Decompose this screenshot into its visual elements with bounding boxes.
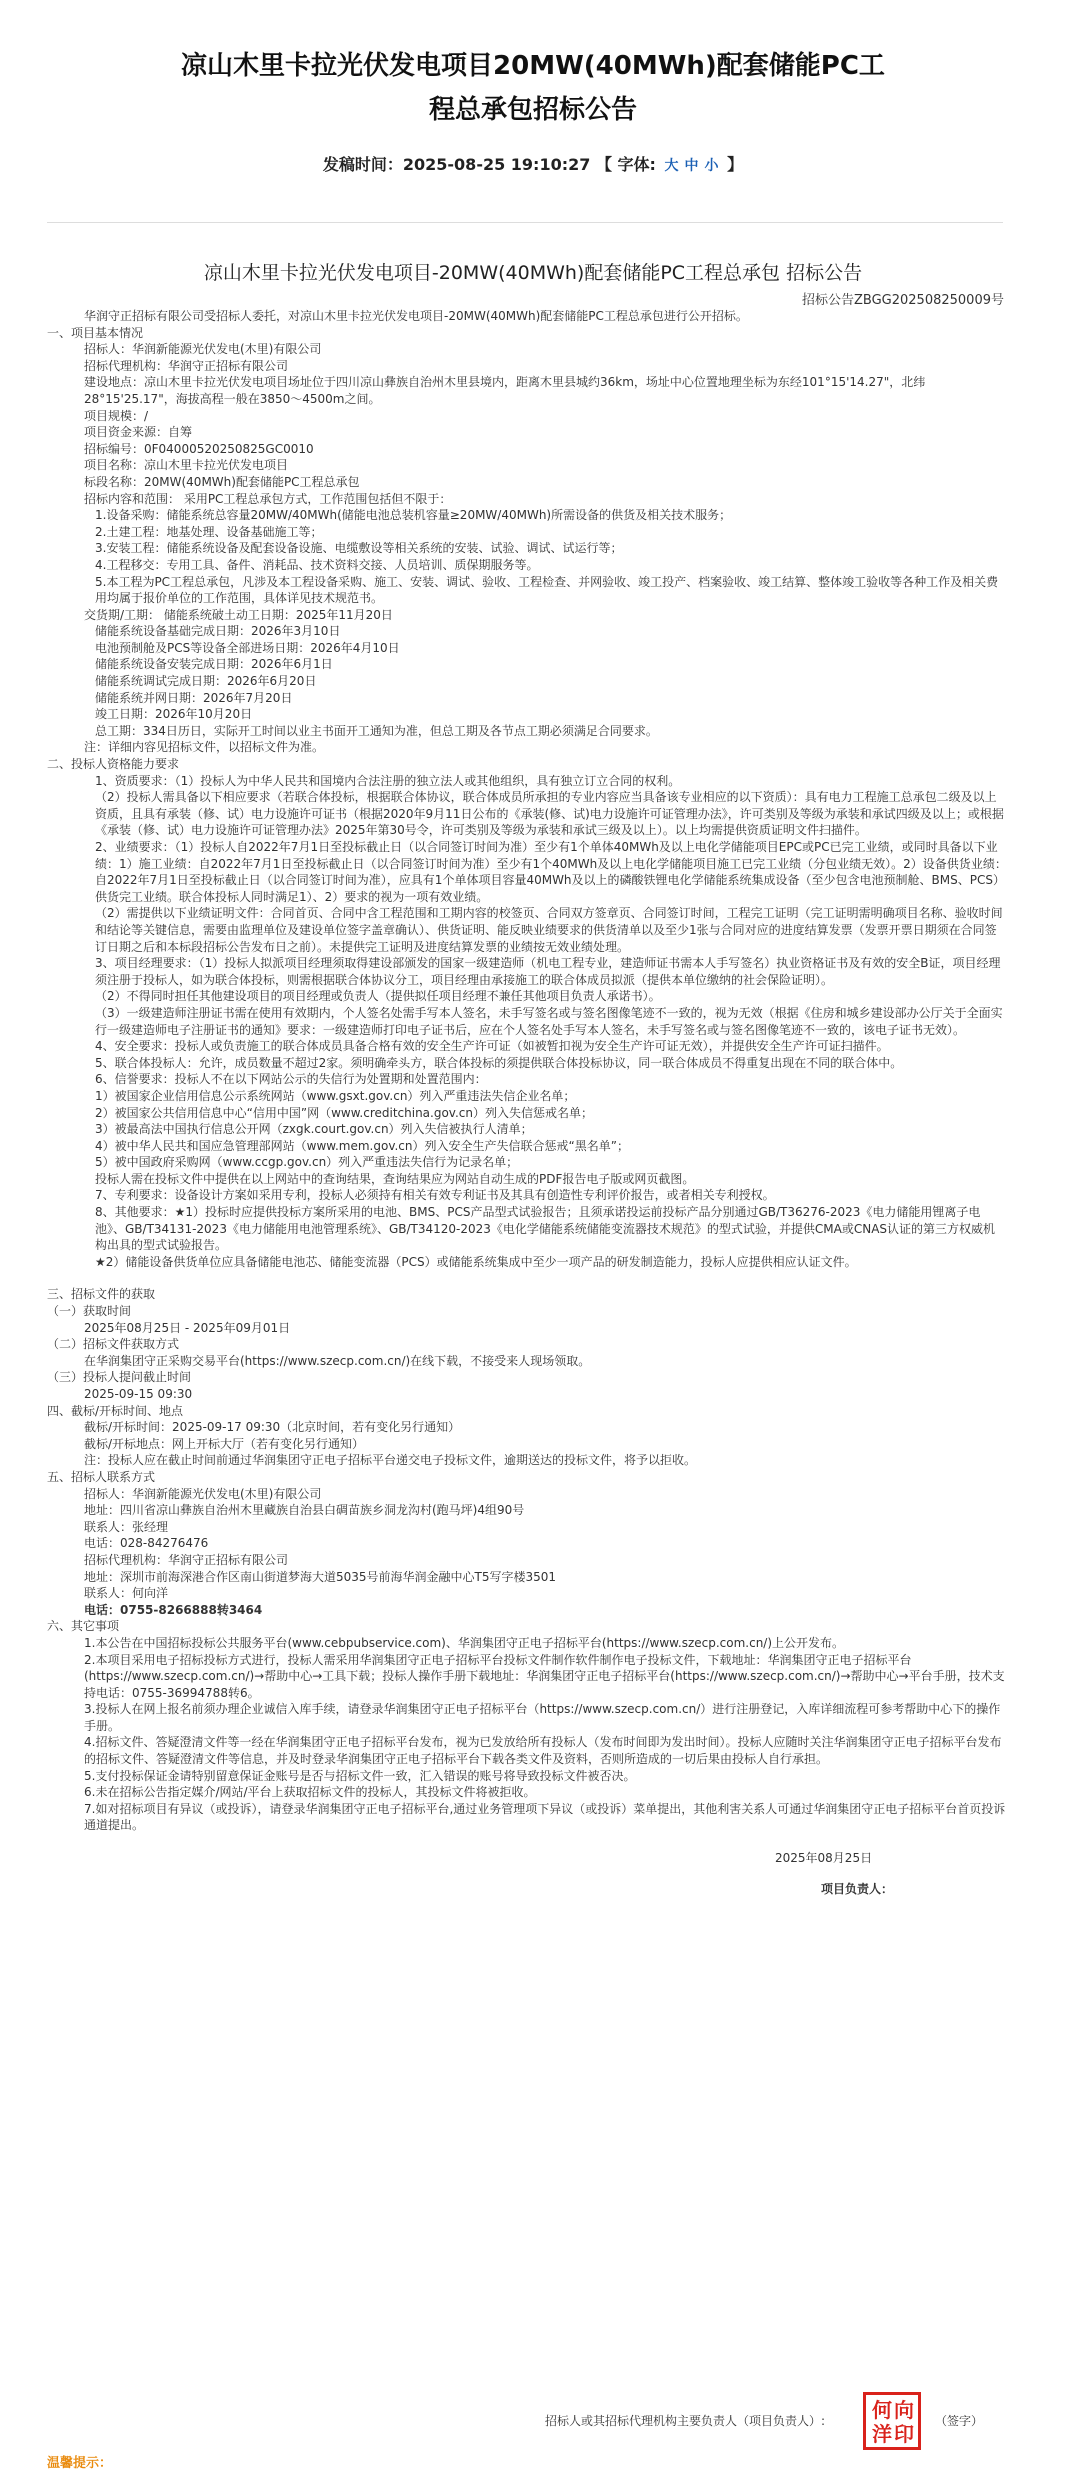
seal-char: 何: [872, 2398, 892, 2422]
body-line: ★2）储能设备供货单位应具备储能电池芯、储能变流器（PCS）或储能系统集成中至少一项产品的研发制造能力，投标人应提供相应认证文件。: [95, 1254, 857, 1269]
body-line: 标段名称：20MW(40MWh)配套储能PC工程总承包: [84, 474, 360, 489]
document-number: 招标公告ZBGG202508250009号: [802, 293, 1004, 308]
body-line: 5）被中国政府采购网（www.ccgp.gov.cn）列入严重违法失信行为记录名单；: [95, 1155, 519, 1170]
body-line: 2.本项目采用电子招标投标方式进行，投标人需采用华润集团守正电子招标平台投标文件制作软件制作电子投标文件，下载地址：华润集团守正电子招标平台(https://www.szecp.com.cn/)→帮助中心→工具下载；投标人操作手册下载地址：华润集团守正电子招标平台(https://www.szecp.com.cn/)→帮助中心→平台手册，技术支持电话：0755-36994788转6。: [84, 1652, 1005, 1700]
body-line: 招标人：华润新能源光伏发电(木里)有限公司: [84, 342, 322, 357]
publish-meta: [0, 152, 1066, 175]
body-line: 华润守正招标有限公司受招标人委托，对凉山木里卡拉光伏发电项目-20MW(40MWh)配套储能PC工程总承包进行公开招标。: [84, 309, 748, 323]
body-line: 4.工程移交：专用工具、备件、消耗品、技术资料交接、人员培训、质保期服务等。: [95, 557, 539, 572]
body-line: 交货期/工期： 储能系统破土动工日期：2025年11月20日: [84, 607, 393, 622]
body-line: 招标代理机构：华润守正招标有限公司: [84, 1552, 289, 1567]
body-line: 1.设备采购：储能系统总容量20MW/40MWh(储能电池总装机容量≥20MW/40MWh)所需设备的供货及相关技术服务；: [95, 508, 732, 523]
responsible-label: 项目负责人：: [821, 1881, 894, 1896]
body-line: 7、专利要求：设备设计方案如采用专利，投标人必须持有相关有效专利证书及其具有创造性专利评价报告，或者相关专利授权。: [95, 1188, 775, 1203]
announcement-date: 2025年08月25日: [775, 1851, 873, 1866]
body-line: 招标编号：0F04000520250825GC0010: [84, 441, 314, 456]
section-heading: （二）招标文件获取方式: [47, 1337, 180, 1352]
page-title-line1: 凉山木里卡拉光伏发电项目20MW(40MWh)配套储能PC工: [181, 51, 885, 81]
body-line: 地址：四川省凉山彝族自治州木里藏族自治县白碉苗族乡洞龙沟村(跑马坪)4组90号: [84, 1503, 525, 1518]
body-line: 6.未在招标公告指定媒介/网站/平台上获取招标文件的投标人，其投标文件将被拒收。: [84, 1785, 536, 1800]
font-size-medium-link[interactable]: 中: [684, 158, 699, 174]
body-line: 项目规模：/: [84, 408, 149, 423]
body-line: 招标代理机构：华润守正招标有限公司: [84, 358, 289, 373]
meta-close-bracket: 】: [727, 155, 744, 174]
body-line: 电池预制舱及PCS等设备全部进场日期：2026年4月10日: [95, 640, 400, 655]
section-heading: （一）获取时间: [47, 1304, 132, 1319]
body-line: 投标人需在投标文件中提供在以上网站中的查询结果，查询结果应为网站自动生成的PDF报告电子版或网页截图。: [95, 1171, 695, 1186]
body-line: 1、资质要求：（1）投标人为中华人民共和国境内合法注册的独立法人或其他组织，具有独立订立合同的权利。: [95, 773, 681, 788]
signature-suffix: （签字）: [935, 2414, 984, 2428]
body-line: （3）一级建造师注册证书需在使用有效期内，个人签名处需手写本人签名，未手写签名或与签名图像笔迹不一致的，视为无效（根据《住房和城乡建设部办公厅关于全面实行一级建造师电子注册证书的通知》要求：一级建造师打印电子证书后，应在个人签名处手写本人签名，未手写签名或与签名图像笔迹不一致的，该电子证书无效）。: [95, 1005, 1003, 1037]
body-line: 注：详细内容见招标文件，以招标文件为准。: [84, 740, 325, 755]
body-line: 项目名称：凉山木里卡拉光伏发电项目: [84, 458, 289, 473]
body-line: 1.本公告在中国招标投标公共服务平台(www.cebpubservice.com)、华润集团守正电子招标平台(https://www.szecp.com.cn/)上公开发布。: [84, 1635, 845, 1650]
publish-time: 发稿时间：2025-08-25 19:10:27 【 字体:: [322, 155, 656, 174]
body-line: 电话：0755-8266888转3464: [84, 1602, 263, 1617]
section-heading: 一、项目基本情况: [47, 325, 144, 340]
body-line: 联系人：张经理: [84, 1519, 169, 1534]
document-title: 凉山木里卡拉光伏发电项目-20MW(40MWh)配套储能PC工程总承包 招标公告: [203, 262, 863, 284]
body-line: （2）需提供以下业绩证明文件：合同首页、合同中含工程范围和工期内容的校签页、合同双方签章页、合同签订时间，工程完工证明（完工证明需明确项目名称、验收时间和结论等关键信息，需要由监理单位及建设单位签字盖章确认）、供货证明、能反映业绩要求的供货清单以及至少1张与合同对应的进度结算发票（发票开票日期须在合同签订日期之后和本标段招标公告发布日之前）。未提供完工证明及进度结算发票的业绩按无效业绩处理。: [95, 906, 1003, 954]
body-line: 储能系统设备安装完成日期：2026年6月1日: [95, 657, 333, 672]
seal-stamp: [863, 2392, 921, 2450]
signature-label: 招标人或其招标代理机构主要负责人（项目负责人）:: [545, 2414, 826, 2428]
spacer: [47, 1270, 1007, 1286]
body-line: 联系人：何向洋: [84, 1586, 169, 1601]
body-line: 3、项目经理要求：（1）投标人拟派项目经理须取得建设部颁发的国家一级建造师（机电工程专业，建造师证书需本人手写签名）执业资格证书及有效的安全B证，项目经理须注册于投标人，如为联合体投标，则需根据联合体协议分工，项目经理由承接施工的联合体成员拟派（提供本单位缴纳的社会保险证明）。: [95, 956, 1001, 987]
seal-char: 向: [894, 2398, 914, 2422]
body-line: 2025年08月25日 - 2025年09月01日: [84, 1320, 291, 1335]
announcement-body: [47, 308, 1007, 1897]
body-line: 8、其他要求：★1）投标时应提供投标方案所采用的电池、BMS、PCS产品型式试验报告；且须承诺投运前投标产品分别通过GB/T36276-2023《电力储能用锂离子电池》、GB/T34131-2023《电力储能用电池管理系统》、GB/T34120-2023《电化学储能系统储能变流器技术规范》的型式试验，并提供CMA或CNAS认证的第三方权威机构出具的型式试验报告。: [95, 1205, 996, 1253]
body-line: 招标人：华润新能源光伏发电(木里)有限公司: [84, 1486, 322, 1501]
body-line: 2）被国家公共信用信息中心“信用中国”网（www.creditchina.gov.cn）列入失信惩戒名单；: [95, 1105, 593, 1120]
body-line: 4.招标文件、答疑澄清文件等一经在华润集团守正电子招标平台发布，视为已发放给所有投标人（发布时间即为发出时间）。投标人应随时关注华润集团守正电子招标平台发布的招标文件、答疑澄清文件等信息，并及时登录华润集团守正电子招标平台下载各类文件及资料，否则所造成的一切后果由投标人自行承担。: [84, 1735, 1002, 1767]
body-line: 7.如对招标项目有异议（或投诉），请登录华润集团守正电子招标平台,通过业务管理项下异议（或投诉）菜单提出，其他利害关系人可通过华润集团守正电子招标平台首页投诉通道提出。: [84, 1801, 1006, 1833]
body-line: 总工期：334日历日，实际开工时间以业主书面开工通知为准，但总工期及各节点工期必须满足合同要求。: [95, 723, 658, 738]
body-line: （2）投标人需具备以下相应要求（若联合体投标，根据联合体协议，联合体成员所承担的专业内容应当具备该专业相应的以下资质）：具有电力工程施工总承包二级及以上资质，且具有承装（修、试）电力设施许可证书（根据2020年9月11日公布的《承装(修、试)电力设施许可证管理办法》，许可类别及等级为承装和承试四级及以上；或根据《承装（修、试）电力设施许可证管理办法》2025年第30号令，许可类别及等级为承装和承试三级及以上）。以上均需提供资质证明文件扫描件。: [95, 790, 1004, 838]
footer-tip: 温馨提示：: [47, 2456, 113, 2469]
body-line: 储能系统调试完成日期：2026年6月20日: [95, 674, 317, 689]
body-line: 储能系统并网日期：2026年7月20日: [95, 690, 293, 705]
body-line: 项目资金来源：自筹: [84, 425, 193, 440]
section-heading: 四、截标/开标时间、地点: [47, 1403, 184, 1418]
font-size-small-link[interactable]: 小: [704, 158, 719, 174]
body-line: 3.投标人在网上报名前须办理企业诚信入库手续，请登录华润集团守正电子招标平台（https://www.szecp.com.cn/）进行注册登记，入库详细流程可参考帮助中心下的操作手册。: [84, 1702, 1001, 1733]
body-line: 1）被国家企业信用信息公示系统网站（www.gsxt.gov.cn）列入严重违法失信企业名单；: [95, 1088, 576, 1103]
body-line: 5、联合体投标人：允许，成员数量不超过2家。须明确牵头方，联合体投标的须提供联合体投标协议，同一联合体成员不得重复出现在不同的联合体中。: [95, 1055, 903, 1070]
body-line: 截标/开标地点：网上开标大厅（若有变化另行通知）: [84, 1436, 365, 1451]
body-line: 注：投标人应在截止时间前通过华润集团守正电子招标平台递交电子投标文件，逾期送达的投标文件，将予以拒收。: [84, 1453, 697, 1468]
section-heading: 二、投标人资格能力要求: [47, 757, 180, 772]
seal-char: 洋: [872, 2422, 892, 2446]
body-line: 储能系统设备基础完成日期：2026年3月10日: [95, 624, 341, 639]
body-line: 2025-09-15 09:30: [84, 1387, 193, 1401]
body-line: 2、业绩要求：（1）投标人自2022年7月1日至投标截止日（以合同签订时间为准）至少有1个单体40MWh及以上电化学储能项目EPC或PC已完工业绩，或同时具备以下业绩：1）施工业绩：自2022年7月1日至投标截止日（以合同签订时间为准）至少有1个40MWh及以上电化学储能项目施工已完工业绩（分包业绩无效）。2）设备供货业绩：自2022年7月1日至投标截止日（以合同签订时间为准），应具有1个单体项目容量40MWh及以上的磷酸铁锂电化学储能系统集成设备（至少包含电池预制舱、BMS、PCS）供货完工业绩。联合体投标人同时满足1）、2）要求的视为一项有效业绩。: [95, 840, 1007, 904]
section-heading: 三、招标文件的获取: [47, 1287, 156, 1302]
section-heading: （三）投标人提问截止时间: [47, 1370, 192, 1385]
seal-char: 印: [894, 2422, 914, 2446]
body-line: 4、安全要求：投标人或负责施工的联合体成员具备合格有效的安全生产许可证（如被暂扣视为安全生产许可证无效），并提供安全生产许可证扫描件。: [95, 1039, 889, 1054]
body-line: 2.土建工程：地基处理、设备基础施工等；: [95, 524, 323, 539]
page-title: [0, 44, 1066, 132]
header-divider: [47, 222, 1003, 223]
body-line: （2）不得同时担任其他建设项目的项目经理或负责人（提供拟任项目经理不兼任其他项目负责人承诺书）。: [95, 989, 661, 1004]
body-line: 截标/开标时间：2025-09-17 09:30（北京时间，若有变化另行通知）: [84, 1420, 461, 1435]
body-line: 4）被中华人民共和国应急管理部网站（www.mem.gov.cn）列入安全生产失信联合惩戒“黑名单”；: [95, 1138, 629, 1153]
page-title-line2: 程总承包招标公告: [428, 95, 637, 125]
body-line: 3）被最高法中国执行信息公开网（zxgk.court.gov.cn）列入失信被执行人清单；: [95, 1122, 533, 1137]
body-line: 3.安装工程：储能系统设备及配套设备设施、电缆敷设等相关系统的安装、试验、调试、试运行等；: [95, 541, 623, 556]
body-line: 在华润集团守正采购交易平台(https://www.szecp.com.cn/)在线下载，不接受来人现场领取。: [84, 1353, 591, 1368]
announcement-lines: [47, 308, 1007, 1834]
section-heading: 六、其它事项: [47, 1619, 120, 1634]
section-heading: 五、招标人联系方式: [47, 1469, 156, 1484]
body-line: 建设地点：凉山木里卡拉光伏发电项目场址位于四川凉山彝族自治州木里县境内，距离木里县城约36km，场址中心位置地理坐标为东经101°15'14.27"，北纬28°15'25.17"，海拔高程一般在3850～4500m之间。: [84, 375, 926, 406]
font-size-large-link[interactable]: 大: [664, 158, 679, 174]
body-line: 地址：深圳市前海深港合作区南山街道梦海大道5035号前海华润金融中心T5写字楼3501: [84, 1569, 557, 1584]
body-line: 5.支付投标保证金请特别留意保证金账号是否与招标文件一致，汇入错误的账号将导致投标文件被否决。: [84, 1768, 636, 1783]
body-line: 招标内容和范围： 采用PC工程总承包方式，工作范围包括但不限于：: [84, 491, 452, 506]
body-line: 竣工日期：2026年10月20日: [95, 707, 253, 722]
body-line: 6、信誉要求：投标人不在以下网站公示的失信行为处置期和处置范围内：: [95, 1072, 487, 1087]
body-line: 5.本工程为PC工程总承包，凡涉及本工程设备采购、施工、安装、调试、验收、工程检查、并网验收、竣工投产、档案验收、竣工结算、整体竣工验收等各种工作及相关费用均属于报价单位的工作范围，具体详见技术规范书。: [95, 574, 999, 606]
body-line: 电话：028-84276476: [84, 1536, 209, 1551]
